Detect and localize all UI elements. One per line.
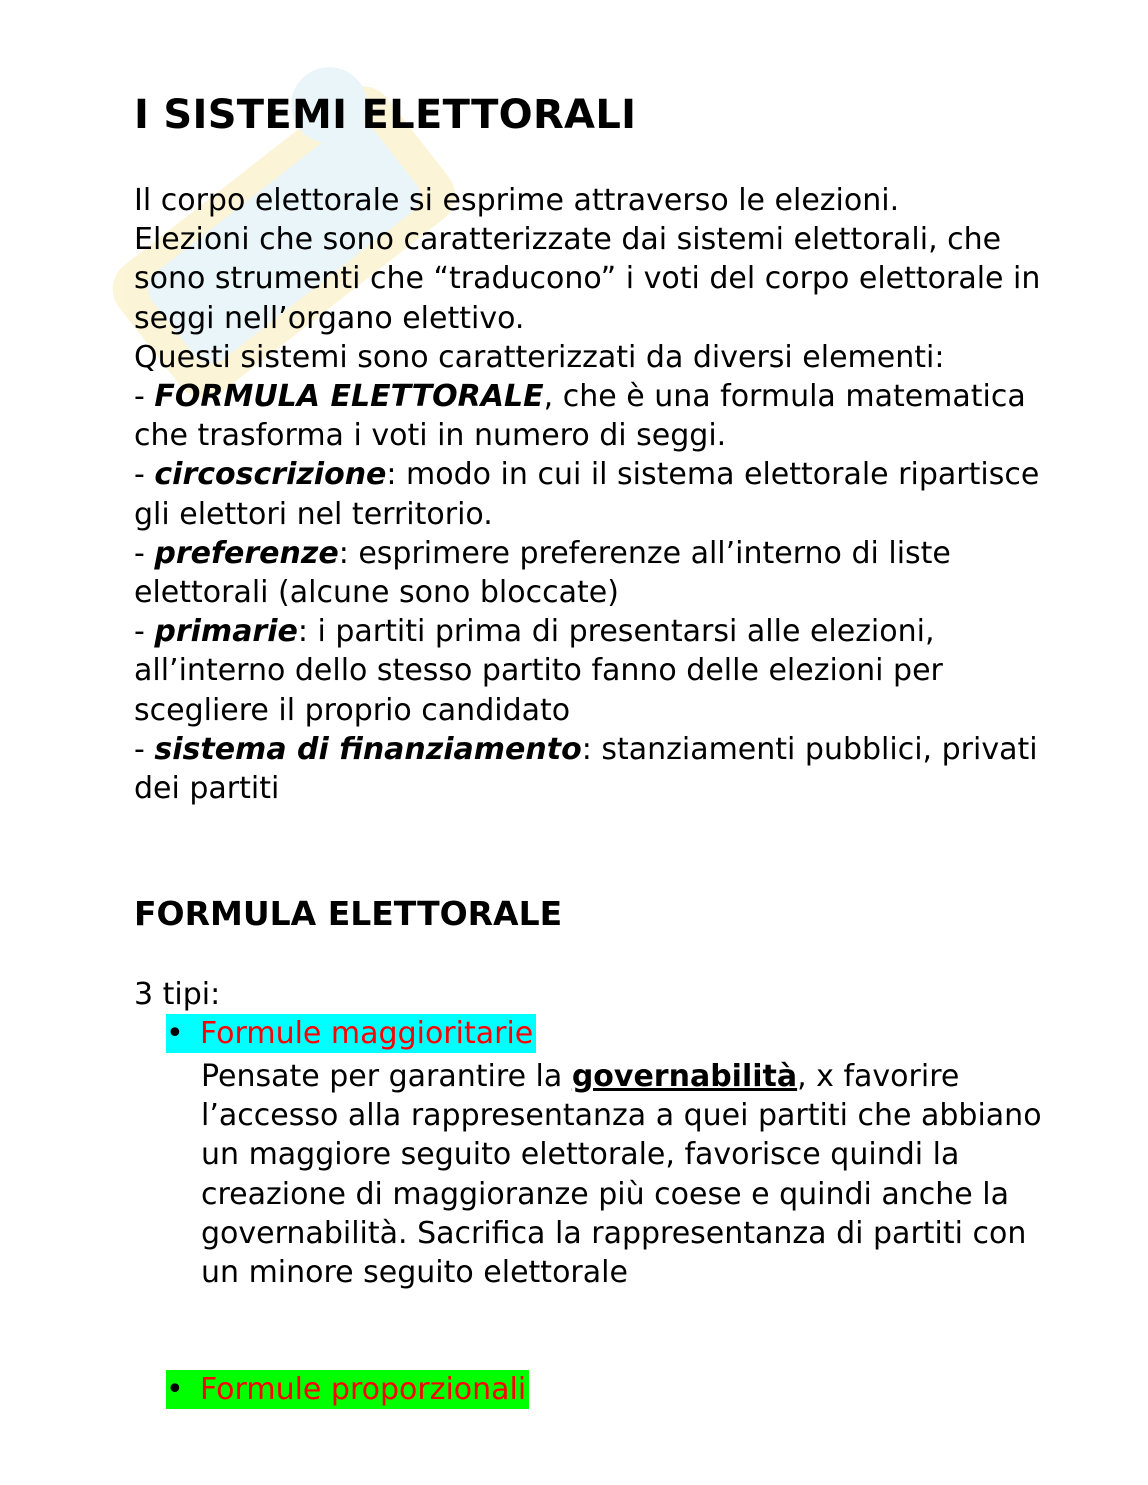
element-term: FORMULA ELETTORALE xyxy=(154,379,544,415)
formula-item-proporzionali xyxy=(166,1370,529,1409)
intro-paragraph xyxy=(134,181,1074,808)
element-item-finanziamento: - sistema di finanziamento: stanziamenti pubblici, privati dei partiti xyxy=(134,731,1038,807)
intro-line: Elezioni che sono caratterizzate dai sistemi elettorali, che sono strumenti che “traducono” i voti del corpo elettorale in seggi nell’organo elettivo. xyxy=(134,222,1041,336)
bullet-icon: • xyxy=(166,1016,184,1051)
element-item-primarie: - primarie: i partiti prima di presentarsi alle elezioni, all’interno dello stesso partito fanno delle elezioni per scegliere il proprio candidato xyxy=(134,614,943,728)
intro-line: Il corpo elettorale si esprime attraverso le elezioni. xyxy=(134,183,900,218)
bullet-icon: • xyxy=(166,1372,184,1407)
page-title: I SISTEMI ELETTORALI xyxy=(134,92,637,138)
element-term: preferenze xyxy=(154,535,339,571)
formula-description: Pensate per garantire la governabilità, x favorire l’accesso alla rappresentanza a quei partiti che abbiano un maggiore seguito elettorale, favorisce quindi la creazione di maggioranze più coese e quindi anche la governabilità. Sacrifica la rappresentanza di partiti con un minore seguito elettorale xyxy=(201,1059,1042,1291)
element-term: primarie xyxy=(154,614,298,650)
element-item-circoscrizione: - circoscrizione: modo in cui il sistema elettorale ripartisce gli elettori nel territorio. xyxy=(134,457,1040,532)
formula-label: Formule maggioritarie xyxy=(200,1016,534,1051)
formula-item-maggioritarie xyxy=(166,1014,536,1053)
types-label: 3 tipi: xyxy=(134,977,221,1012)
emphasis-governabilita: governabilità xyxy=(571,1059,798,1094)
element-term: circoscrizione xyxy=(154,457,387,493)
element-term: sistema di finanziamento xyxy=(154,731,582,767)
element-item-formula: - FORMULA ELETTORALE, che è una formula matematica che trasforma i voti in numero di seggi. xyxy=(134,379,1026,454)
section-heading: FORMULA ELETTORALE xyxy=(134,894,563,933)
element-item-preferenze: - preferenze: esprimere preferenze all’interno di liste elettorali (alcune sono bloccate) xyxy=(134,535,951,611)
formula-label: Formule proporzionali xyxy=(200,1372,527,1407)
intro-line: Questi sistemi sono caratterizzati da diversi elementi: xyxy=(134,339,945,375)
